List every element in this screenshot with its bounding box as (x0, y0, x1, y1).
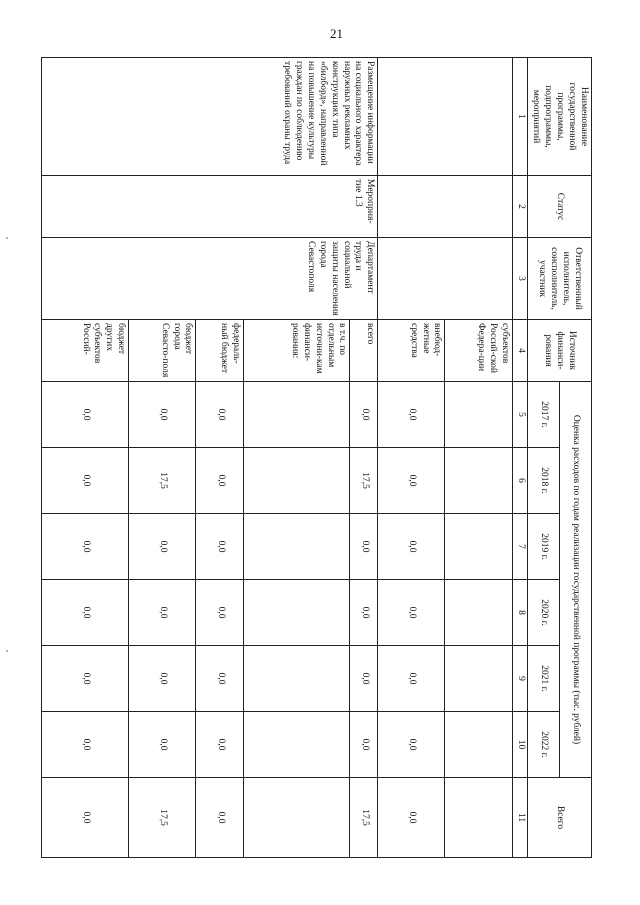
table-row (445, 58, 512, 858)
empty-responsible-cell (378, 238, 512, 320)
header-year: 2019 г. (527, 514, 559, 580)
value-cell: 0,0 (42, 646, 129, 712)
value-cell: 0,0 (42, 712, 129, 778)
column-number: 5 (512, 382, 527, 448)
measure-responsible: Департамент труда и социальной защиты населения города Севастополя (42, 238, 378, 320)
value-cell: 0,0 (350, 580, 378, 646)
value-cell: 0,0 (129, 580, 196, 646)
column-number: 4 (512, 320, 527, 382)
column-number: 10 (512, 712, 527, 778)
value-cell: 0,0 (196, 778, 244, 858)
header-year: 2018 г. (527, 448, 559, 514)
value-cell: 0,0 (378, 712, 445, 778)
scan-mark (6, 237, 8, 239)
source-cell: федераль-ный бюджет (196, 320, 244, 382)
value-cell (445, 646, 512, 712)
value-cell: 0,0 (42, 580, 129, 646)
value-cell: 0,0 (196, 580, 244, 646)
value-cell (243, 448, 349, 514)
value-cell: 17,5 (129, 448, 196, 514)
column-number: 7 (512, 514, 527, 580)
value-cell: 0,0 (196, 712, 244, 778)
value-cell: 17,5 (350, 448, 378, 514)
empty-status-cell (378, 176, 512, 238)
value-cell (243, 646, 349, 712)
source-cell: внебюд-жетные средства (378, 320, 445, 382)
value-cell (445, 712, 512, 778)
value-cell: 0,0 (350, 646, 378, 712)
source-cell: всего (350, 320, 378, 382)
value-cell: 0,0 (129, 514, 196, 580)
table-row (350, 58, 378, 858)
column-number: 6 (512, 448, 527, 514)
header-year: 2021 г. (527, 646, 559, 712)
empty-name-cell (378, 58, 512, 176)
value-cell: 0,0 (129, 646, 196, 712)
value-cell: 0,0 (378, 646, 445, 712)
value-cell: 0,0 (129, 382, 196, 448)
header-year: 2020 г. (527, 580, 559, 646)
value-cell: 17,5 (350, 778, 378, 858)
column-number: 8 (512, 580, 527, 646)
value-cell (445, 778, 512, 858)
value-cell: 0,0 (42, 448, 129, 514)
source-cell: в т.ч. по отдельным источни-кам финанси-рования: (243, 320, 349, 382)
header-total: Всего (527, 778, 591, 858)
header-name: Наименование государственной программы, подпрограммы, мероприятий (527, 58, 591, 176)
header-source: Источник финанси-рования (527, 320, 591, 382)
measure-status: Мероприя-тие 1.3 (42, 176, 378, 238)
rotated-table-container (72, 57, 592, 857)
value-cell: 0,0 (196, 514, 244, 580)
value-cell (243, 382, 349, 448)
value-cell: 0,0 (42, 382, 129, 448)
header-status: Статус (527, 176, 591, 238)
value-cell: 0,0 (378, 580, 445, 646)
column-number: 11 (512, 778, 527, 858)
header-responsible: Ответственный исполнитель, соисполнитель, участник (527, 238, 591, 320)
column-number: 3 (512, 238, 527, 320)
column-number: 1 (512, 58, 527, 176)
value-cell (243, 712, 349, 778)
value-cell: 0,0 (378, 382, 445, 448)
value-cell: 0,0 (196, 448, 244, 514)
source-cell: бюджет других субъектов Россий- (42, 320, 129, 382)
value-cell: 17,5 (129, 778, 196, 858)
value-cell: 0,0 (378, 778, 445, 858)
value-cell (445, 514, 512, 580)
header-year: 2022 г. (527, 712, 559, 778)
source-cell: бюджет города Севасто-поля (129, 320, 196, 382)
value-cell (243, 514, 349, 580)
column-number: 9 (512, 646, 527, 712)
value-cell: 0,0 (350, 382, 378, 448)
value-cell (445, 382, 512, 448)
header-year: 2017 г. (527, 382, 559, 448)
page-number: 21 (330, 26, 343, 41)
value-cell: 0,0 (378, 448, 445, 514)
value-cell: 0,0 (196, 382, 244, 448)
value-cell: 0,0 (378, 514, 445, 580)
value-cell: 0,0 (42, 514, 129, 580)
column-number: 2 (512, 176, 527, 238)
value-cell: 0,0 (42, 778, 129, 858)
value-cell (445, 448, 512, 514)
measure-name: Размещение информации на социального характера наружных рекламных конструкциях типа «билборд», направленной на повышение культуры граждан по соблюдению требований охраны труда (42, 58, 378, 176)
value-cell (243, 778, 349, 858)
value-cell: 0,0 (350, 514, 378, 580)
value-cell: 0,0 (129, 712, 196, 778)
header-estimate: Оценка расходов по годам реализации государственной программы (тыс. рублей) (559, 382, 591, 778)
value-cell: 0,0 (196, 646, 244, 712)
scan-mark (6, 650, 8, 652)
value-cell (445, 580, 512, 646)
source-cell: субъектов Россий-ской Федера-ции (445, 320, 512, 382)
value-cell: 0,0 (350, 712, 378, 778)
value-cell (243, 580, 349, 646)
expense-table (41, 57, 592, 858)
